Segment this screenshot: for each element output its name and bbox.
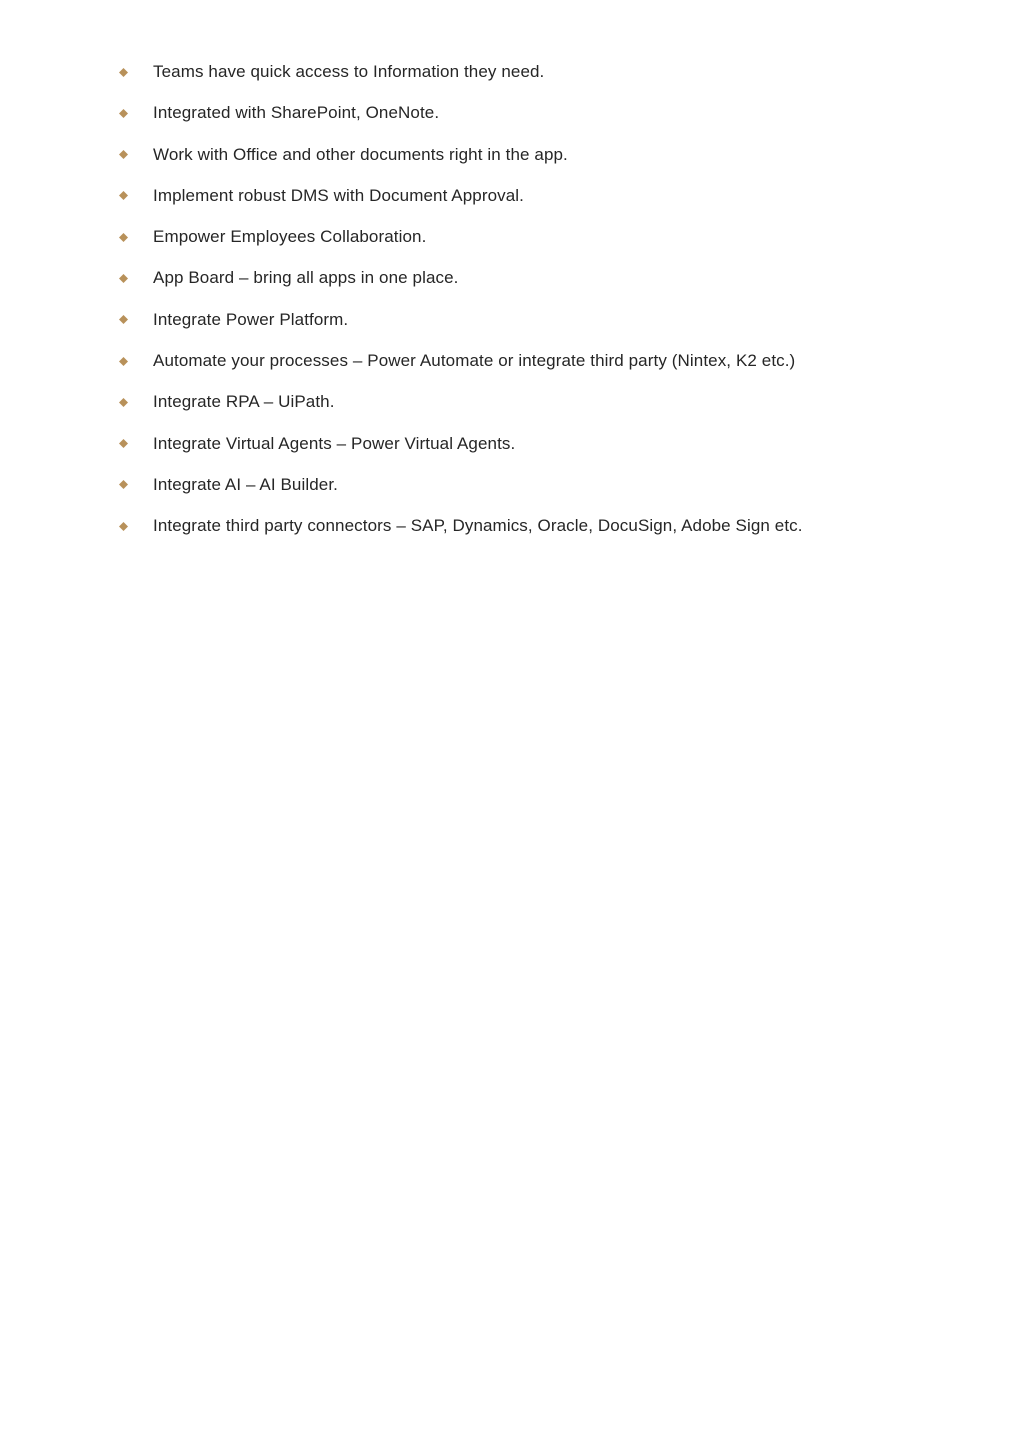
diamond-bullet-icon <box>118 100 153 126</box>
list-item-text: Implement robust DMS with Document Approval. <box>153 185 524 205</box>
diamond-bullet-icon <box>118 265 153 291</box>
list-item-text: Teams have quick access to Information they need. <box>153 62 545 81</box>
list-item <box>118 265 803 306</box>
list-item <box>118 431 803 472</box>
list-item-text: Work with Office and other documents right in the app. <box>153 144 568 164</box>
list-item-text: Automate your processes – Power Automate or integrate third party (Nintex, K2 etc.) <box>153 351 796 371</box>
list-item <box>118 224 803 265</box>
list-item-text: Integrate Power Platform. <box>153 309 349 329</box>
list-item-text: Integrate third party connectors – SAP, Dynamics, Oracle, DocuSign, Adobe Sign etc. <box>153 516 803 536</box>
diamond-bullet-icon <box>118 224 153 250</box>
list-item <box>118 59 803 100</box>
list-item-text: Integrate RPA – UiPath. <box>153 392 335 412</box>
list-item-text: App Board – bring all apps in one place. <box>153 268 459 288</box>
diamond-bullet-icon <box>118 183 153 209</box>
feature-list <box>118 59 803 555</box>
list-item <box>118 472 803 513</box>
diamond-bullet-icon <box>118 307 153 333</box>
list-item <box>118 307 803 348</box>
list-item <box>118 389 803 430</box>
list-item <box>118 513 803 554</box>
list-item-text: Integrate Virtual Agents – Power Virtual Agents. <box>153 433 516 453</box>
list-item <box>118 100 803 141</box>
list-item-text: Empower Employees Collaboration. <box>153 227 427 247</box>
diamond-bullet-icon <box>118 431 153 457</box>
list-item-text: Integrated with SharePoint, OneNote. <box>153 103 440 123</box>
diamond-bullet-icon <box>118 59 153 85</box>
list-item <box>118 142 803 183</box>
list-item <box>118 183 803 224</box>
diamond-bullet-icon <box>118 142 153 168</box>
diamond-bullet-icon <box>118 472 153 498</box>
diamond-bullet-icon <box>118 389 153 415</box>
diamond-bullet-icon <box>118 348 153 374</box>
list-item <box>118 348 803 389</box>
list-item-text: Integrate AI – AI Builder. <box>153 474 339 494</box>
diamond-bullet-icon <box>118 513 153 539</box>
